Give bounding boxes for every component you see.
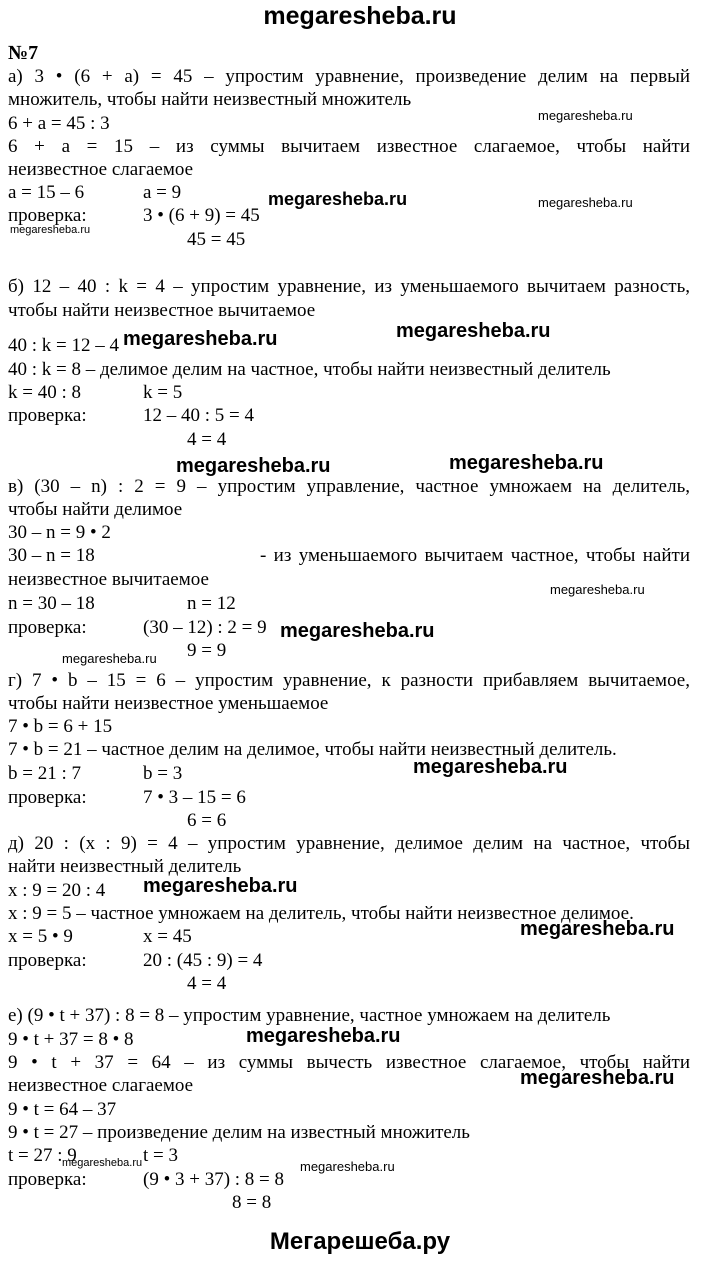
section-a-line-4: 6 + a = 15 – из суммы вычитаем известное слагаемое, чтобы найти: [8, 136, 690, 157]
section-a-check-1: 3 • (6 + 9) = 45: [143, 205, 260, 226]
watermark: megaresheba.ru: [550, 582, 645, 597]
section-e-answer: t = 3: [143, 1145, 178, 1166]
watermark: megaresheba.ru: [538, 195, 633, 210]
section-v-check-2: 9 = 9: [187, 640, 227, 661]
site-footer: Мегарешеба.ру: [269, 1228, 451, 1255]
watermark: megaresheba.ru: [268, 189, 408, 209]
section-a-answer: a = 9: [143, 182, 182, 203]
section-v-check-1: (30 – 12) : 2 = 9: [143, 617, 267, 638]
watermark: megaresheba.ru: [396, 320, 551, 342]
section-e-check-1: (9 • 3 + 37) : 8 = 8: [143, 1169, 285, 1190]
section-e-check-label: проверка:: [8, 1169, 87, 1190]
watermark: megaresheba.ru: [520, 918, 675, 940]
watermark: megaresheba.ru: [62, 651, 157, 666]
watermark: megaresheba.ru: [246, 1025, 401, 1047]
section-e-line-3: 9 • t + 37 = 64 – из суммы вычесть известное слагаемое, чтобы найти: [8, 1052, 690, 1073]
section-d-line-4: x : 9 = 5 – частное умножаем на делитель, чтобы найти неизвестное делимое.: [8, 903, 634, 924]
section-a-check-label: проверка:: [8, 205, 87, 226]
section-d-solution: x = 5 • 9: [8, 926, 73, 947]
watermark: megaresheba.ru: [10, 224, 91, 236]
section-e-line-4: неизвестное слагаемое: [8, 1075, 194, 1096]
watermark: megaresheba.ru: [143, 875, 298, 897]
section-g-line-3: 7 • b = 6 + 15: [8, 716, 113, 737]
section-a-line-3: 6 + a = 45 : 3: [8, 113, 110, 134]
task-number: №7: [8, 42, 39, 64]
section-v-line-1: в) (30 – n) : 2 = 9 – упростим управление, частное умножаем на делитель,: [8, 476, 690, 497]
watermark: megaresheba.ru: [300, 1159, 395, 1174]
section-a-solution: a = 15 – 6: [8, 182, 85, 203]
watermark: megaresheba.ru: [280, 620, 435, 642]
section-b-line-1: б) 12 – 40 : k = 4 – упростим уравнение, из уменьшаемого вычитаем разность,: [8, 276, 690, 297]
section-a-check-2: 45 = 45: [187, 229, 246, 250]
section-b-answer: k = 5: [143, 382, 183, 403]
section-a-line-1: а) 3 • (6 + a) = 45 – упростим уравнение, произведение делим на первый: [8, 66, 690, 87]
section-v-line-3: 30 – n = 9 • 2: [8, 522, 111, 543]
section-v-solution: n = 30 – 18: [8, 593, 95, 614]
section-d-check-2: 4 = 4: [187, 973, 227, 994]
section-v-line-2: чтобы найти делимое: [8, 499, 183, 520]
section-v-line-5: неизвестное вычитаемое: [8, 569, 209, 590]
watermark: megaresheba.ru: [449, 452, 604, 474]
watermark: megaresheba.ru: [123, 328, 278, 350]
section-b-check-2: 4 = 4: [187, 429, 227, 450]
section-g-line-4: 7 • b = 21 – частное делим на делимое, чтобы найти неизвестный делитель.: [8, 739, 617, 760]
watermark: megaresheba.ru: [62, 1157, 143, 1169]
section-g-check-2: 6 = 6: [187, 810, 227, 831]
section-a-line-2: множитель, чтобы найти неизвестный множитель: [8, 89, 412, 110]
watermark: megaresheba.ru: [413, 756, 568, 778]
section-e-line-5: 9 • t = 64 – 37: [8, 1099, 117, 1120]
section-e-solution: t = 27 : 9: [8, 1145, 77, 1166]
section-v-check-label: проверка:: [8, 617, 87, 638]
section-v-answer: n = 12: [187, 593, 236, 614]
watermark: megaresheba.ru: [538, 108, 633, 123]
section-g-solution: b = 21 : 7: [8, 763, 81, 784]
section-d-check-label: проверка:: [8, 950, 87, 971]
section-b-check-label: проверка:: [8, 405, 87, 426]
section-g-answer: b = 3: [143, 763, 183, 784]
section-d-line-2: найти неизвестный делитель: [8, 856, 242, 877]
section-d-line-1: д) 20 : (x : 9) = 4 – упростим уравнение, делимое делим на частное, чтобы: [8, 833, 690, 854]
site-header: megaresheba.ru: [263, 2, 457, 30]
section-b-solution: k = 40 : 8: [8, 382, 81, 403]
section-e-line-1: е) (9 • t + 37) : 8 = 8 – упростим уравнение, частное умножаем на делитель: [8, 1005, 611, 1026]
section-d-check-1: 20 : (45 : 9) = 4: [143, 950, 263, 971]
section-g-line-1: г) 7 • b – 15 = 6 – упростим уравнение, к разности прибавляем вычитаемое,: [8, 670, 690, 691]
section-d-answer: x = 45: [143, 926, 192, 947]
watermark: megaresheba.ru: [176, 455, 331, 477]
section-v-line-4a: 30 – n = 18: [8, 545, 95, 566]
section-e-check-2: 8 = 8: [232, 1192, 272, 1213]
section-b-check-1: 12 – 40 : 5 = 4: [143, 405, 254, 426]
section-e-line-6: 9 • t = 27 – произведение делим на известный множитель: [8, 1122, 470, 1143]
section-g-check-1: 7 • 3 – 15 = 6: [143, 787, 246, 808]
section-b-line-3: 40 : k = 12 – 4: [8, 335, 119, 356]
section-g-line-2: чтобы найти неизвестное уменьшаемое: [8, 693, 329, 714]
section-v-line-4b: - из уменьшаемого вычитаем частное, чтобы найти: [260, 545, 690, 566]
watermark: megaresheba.ru: [520, 1067, 675, 1089]
section-d-line-3: x : 9 = 20 : 4: [8, 880, 106, 901]
section-g-check-label: проверка:: [8, 787, 87, 808]
section-b-line-4: 40 : k = 8 – делимое делим на частное, чтобы найти неизвестный делитель: [8, 359, 611, 380]
section-e-line-2: 9 • t + 37 = 8 • 8: [8, 1029, 134, 1050]
section-b-line-2: чтобы найти неизвестное вычитаемое: [8, 300, 316, 321]
section-a-line-5: неизвестное слагаемое: [8, 159, 194, 180]
